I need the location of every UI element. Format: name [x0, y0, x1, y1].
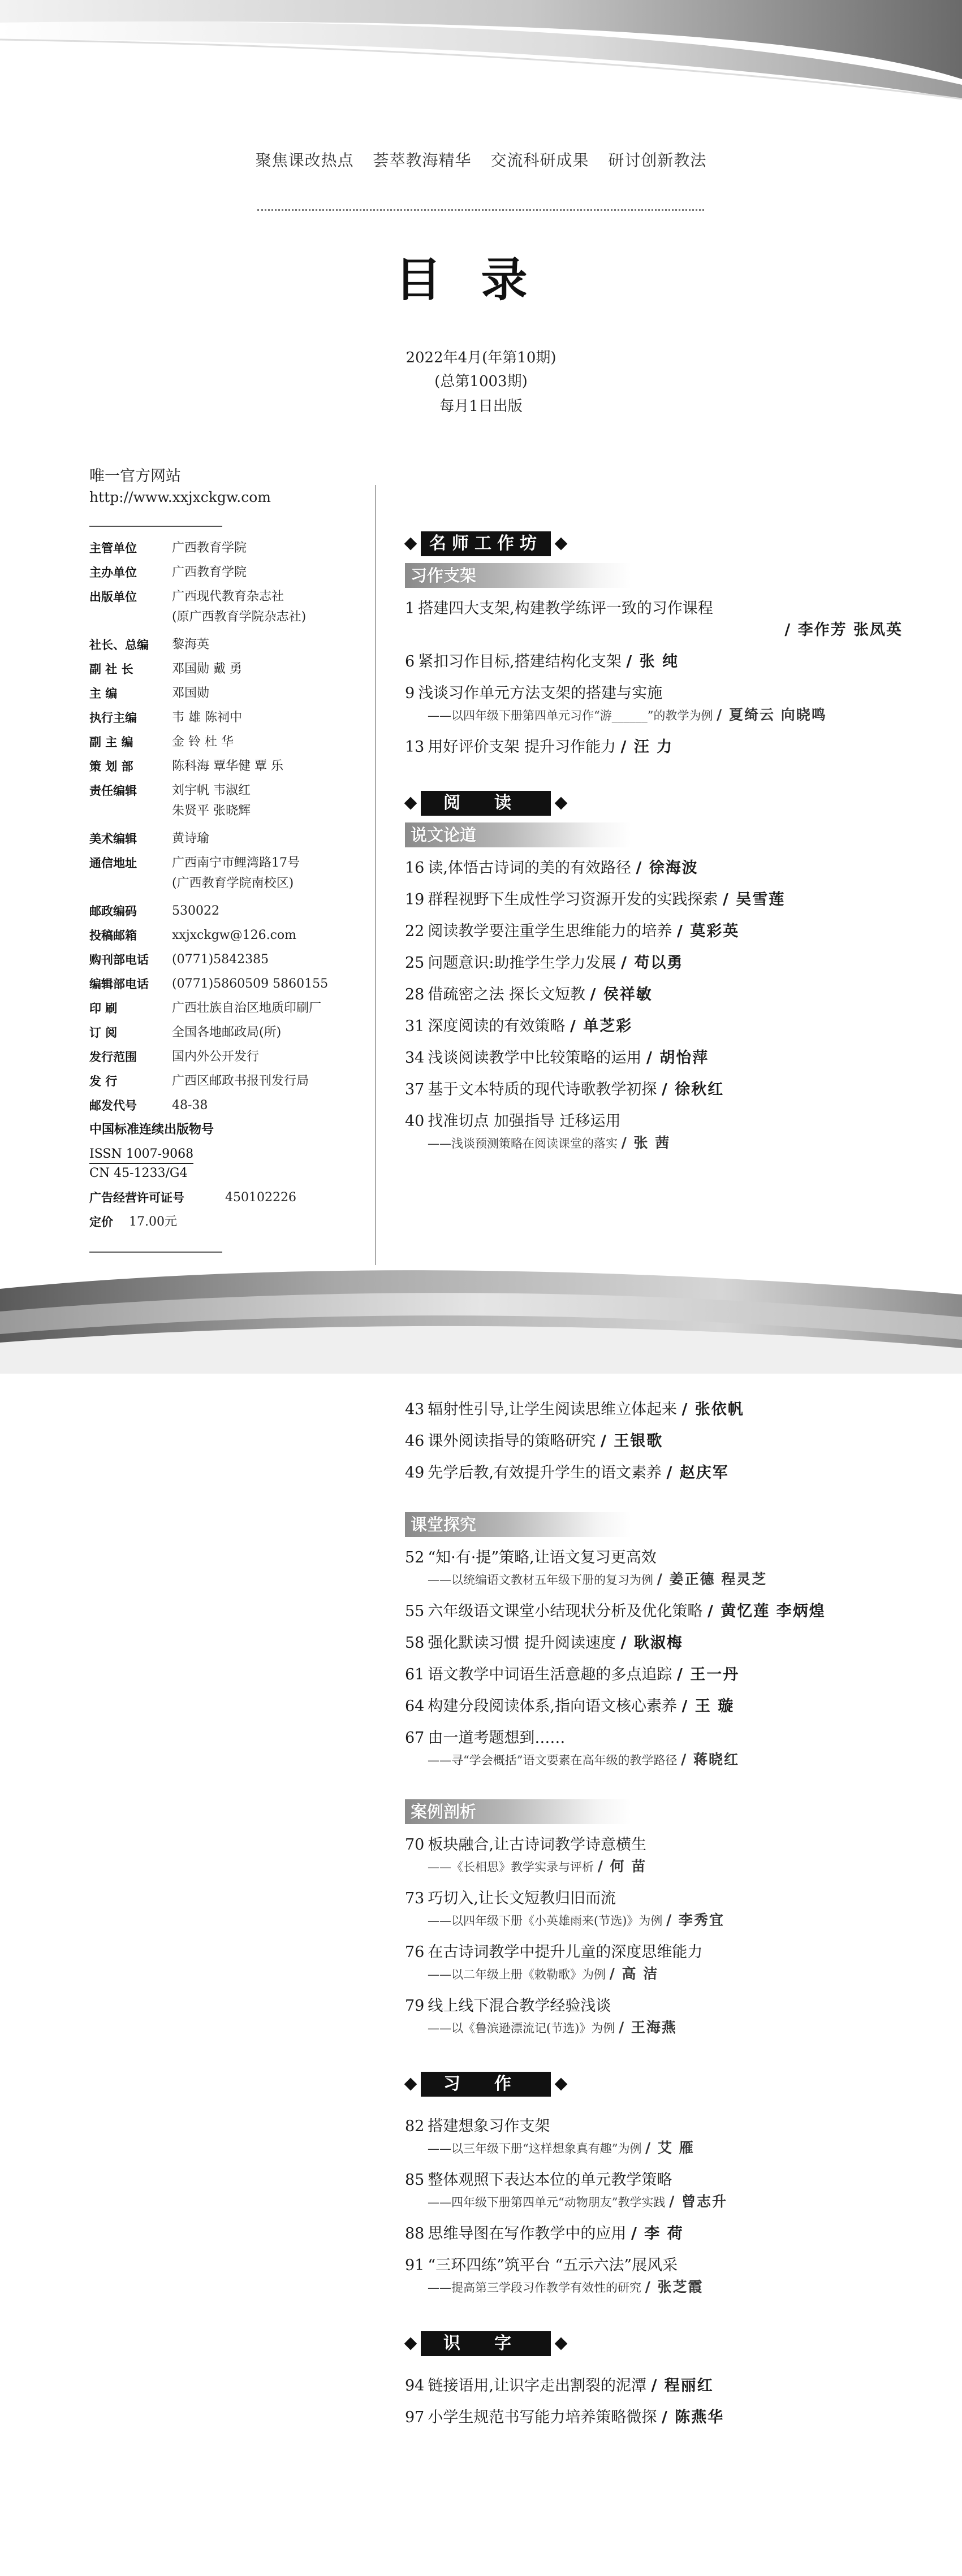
article-author: / 张芝霞: [645, 2279, 704, 2295]
article-title: “知·有·提”策略,让语文复习更高效: [428, 1549, 657, 1566]
page-number: 73: [405, 1890, 425, 1907]
info-value: [172, 976, 383, 993]
article-title: 阅读教学要注重学生思维能力的培养: [428, 923, 672, 940]
info-row: [89, 1000, 383, 1017]
article-title: 线上线下混合教学经验浅谈: [428, 1997, 611, 2015]
article-subtitle: ——以二年级上册《敕勒歌》为例: [428, 1968, 606, 1981]
article-title: 读,体悟古诗词的美的有效路径: [428, 859, 631, 877]
toc-entry[interactable]: [405, 1834, 903, 1878]
article-author: / 苟以勇: [621, 954, 684, 972]
info-label: 邮政编码: [89, 904, 137, 918]
toc-entry[interactable]: [405, 1462, 903, 1484]
article-title: 强化默读习惯 提升阅读速度: [428, 1634, 616, 1652]
info-value-line: 广西南宁市鲤湾路17号: [172, 856, 300, 870]
article-author: / 王一丹: [676, 1666, 740, 1683]
info-value: [172, 564, 383, 581]
section-title: 名师工作坊: [421, 531, 551, 556]
article-title: 链接语用,让识字走出割裂的泥潭: [428, 2377, 646, 2395]
page-number: 46: [405, 1432, 425, 1450]
toc-entry[interactable]: [405, 1431, 903, 1452]
info-value: [172, 661, 383, 678]
toc-list: [405, 1834, 903, 2039]
page-number: 43: [405, 1401, 425, 1418]
info-label: 通信地址: [89, 856, 137, 870]
article-author: / 张 纯: [626, 653, 679, 670]
price-value: 17.00元: [129, 1215, 177, 1229]
article-title: 思维导图在写作教学中的应用: [428, 2225, 627, 2242]
subsection-anli-pouxi: 案例剖析: [405, 1799, 631, 1824]
article-subtitle: ——以三年级下册“这样想象真有趣”为例: [428, 2142, 642, 2155]
toc-entry[interactable]: [405, 953, 903, 974]
diamond-icon: [555, 538, 568, 551]
article-author: / 高 洁: [609, 1965, 659, 1982]
price-label: 定价: [89, 1215, 113, 1229]
page-number: 28: [405, 986, 425, 1003]
article-title: 在古诗词教学中提升儿童的深度思维能力: [428, 1943, 703, 1961]
info-row: [89, 758, 383, 775]
page-number: 49: [405, 1464, 425, 1482]
info-row: [89, 782, 383, 823]
info-value-line: 国内外公开发行: [172, 1050, 260, 1064]
toc-entry[interactable]: [405, 1079, 903, 1101]
info-row: [89, 951, 383, 968]
article-author: / 耿淑梅: [620, 1634, 683, 1652]
article-author: / 单芝彩: [570, 1018, 633, 1035]
info-label: 出版单位: [89, 590, 137, 604]
toc-entry[interactable]: [405, 1728, 903, 1771]
article-title: 板块融合,让古诗词教学诗意横生: [428, 1836, 646, 1854]
toc-entry[interactable]: [405, 651, 903, 673]
toc-entry[interactable]: [405, 2223, 903, 2245]
info-value-line: 陈科海 覃华健 覃 乐: [172, 759, 283, 773]
subsection-shuowen-lundao: 说文论道: [405, 822, 631, 847]
info-label: 发 行: [89, 1075, 118, 1088]
info-row: [89, 976, 383, 993]
diamond-icon: [555, 797, 568, 810]
info-label: 发行范围: [89, 1050, 137, 1064]
publish-note: 每月1日出版: [439, 398, 523, 415]
section-banner-yuedu: [405, 791, 903, 817]
info-label: 投稿邮箱: [89, 929, 137, 942]
page-number: 52: [405, 1549, 425, 1566]
article-subtitle: ——《长相思》教学实录与评析: [428, 1860, 594, 1874]
info-value-line: 韦 雄 陈祠中: [172, 711, 242, 725]
toc-column-lower: [405, 1399, 903, 2439]
page-number: 9: [405, 685, 415, 702]
article-author: / 程丽红: [651, 2377, 714, 2395]
diamond-icon: [404, 797, 417, 810]
page-number: 97: [405, 2409, 425, 2426]
slogan: 聚焦课改热点 荟萃教海精华 交流科研成果 研讨创新教法: [255, 151, 707, 170]
page-number: 76: [405, 1943, 425, 1961]
toc-entry[interactable]: [405, 1016, 903, 1037]
diamond-icon: [404, 538, 417, 551]
info-label: 订 阅: [89, 1026, 118, 1040]
info-row: [89, 830, 383, 847]
article-subtitle-line: [405, 704, 903, 726]
info-value: [172, 1000, 383, 1017]
article-title: 小学生规范书写能力培养策略微探: [428, 2409, 657, 2426]
info-row: [89, 1024, 383, 1041]
article-author: / 张依帆: [681, 1401, 744, 1418]
toc-entry[interactable]: [405, 1942, 903, 1985]
toc-column-upper: [405, 531, 903, 1164]
toc-entry[interactable]: [405, 683, 903, 726]
info-row: [89, 661, 383, 678]
toc-entry[interactable]: [405, 2116, 903, 2159]
article-author: / 何 苗: [597, 1858, 647, 1874]
article-author: / 艾 雁: [645, 2140, 694, 2156]
toc-entry[interactable]: [405, 1664, 903, 1686]
info-value-line: (原广西教育学院杂志社): [172, 610, 307, 624]
page-number: 58: [405, 1634, 425, 1652]
article-subtitle: ——浅谈预测策略在阅读课堂的落实: [428, 1137, 618, 1150]
ad-license-label: 广告经营许可证号: [89, 1191, 184, 1205]
article-title: 整体观照下表达本位的单元教学策略: [428, 2171, 672, 2189]
toc-entry[interactable]: [405, 1995, 903, 2039]
cn-number: CN 45-1233/G4: [89, 1166, 188, 1180]
article-subtitle: ——提高第三学段习作教学有效性的研究: [428, 2281, 641, 2294]
page-number: 40: [405, 1112, 425, 1130]
article-title: 群程视野下生成性学习资源开发的实践探索: [428, 891, 718, 908]
issn: ISSN 1007-9068: [89, 1146, 193, 1164]
dotted-divider-top: [257, 209, 704, 211]
info-value-line: 广西现代教育杂志社: [172, 590, 284, 604]
info-value-line: 黎海英: [172, 638, 210, 652]
toc-entry[interactable]: [405, 1399, 903, 1421]
toc-entry[interactable]: [405, 1547, 903, 1591]
toc-entry[interactable]: [405, 737, 903, 758]
article-author: / 徐秋红: [661, 1081, 724, 1098]
article-subtitle-line: [405, 1856, 903, 1878]
info-label: 购刊部电话: [89, 953, 149, 967]
toc-entry[interactable]: [405, 1601, 903, 1622]
info-label: 主管单位: [89, 542, 137, 555]
info-value: [172, 709, 383, 726]
article-author: / 汪 力: [620, 738, 674, 756]
article-author: / 曾志升: [669, 2193, 728, 2210]
article-title: 紧扣习作目标,搭建结构化支架: [418, 653, 622, 670]
info-value: [172, 782, 383, 823]
article-title: 用好评价支架 提升习作能力: [428, 738, 616, 756]
toc-list: [405, 1399, 903, 1484]
middle-swoosh-decoration: [0, 1244, 962, 1374]
info-value-line: 邓国勋: [172, 686, 210, 700]
info-row: [89, 1097, 383, 1114]
info-value-line: xxjxckgw@126.com: [172, 928, 297, 942]
diamond-icon: [404, 2078, 417, 2091]
page-number: 19: [405, 891, 425, 908]
toc-list: [405, 1547, 903, 1771]
toc-entry[interactable]: [405, 1111, 903, 1154]
article-title: 深度阅读的有效策略: [428, 1018, 566, 1035]
article-author: / 李作芳 张凤英: [784, 621, 903, 639]
page-number: 64: [405, 1698, 425, 1715]
toc-entry[interactable]: [405, 921, 903, 942]
article-subtitle-line: [405, 1749, 903, 1771]
publication-info: [89, 540, 383, 1238]
article-author: / 王银歌: [600, 1432, 663, 1450]
info-row: [89, 927, 383, 944]
article-title: 问题意识:助推学生学力发展: [428, 954, 616, 972]
article-title: 构建分段阅读体系,指向语文核心素养: [428, 1698, 677, 1715]
page-title: 目录: [395, 253, 567, 307]
toc-entry[interactable]: [405, 2407, 903, 2428]
article-author: / 陈燕华: [661, 2409, 724, 2426]
info-value-line: (0771)5860509 5860155: [172, 977, 329, 991]
article-title: 由一道考题想到……: [428, 1729, 566, 1747]
article-author: / 王 璇: [681, 1698, 735, 1715]
article-author: / 王海燕: [619, 2019, 677, 2036]
article-title: 借疏密之法 探长文短教: [428, 986, 585, 1003]
official-site-url[interactable]: http://www.xxjxckgw.com: [89, 489, 271, 505]
column-separator: [375, 485, 376, 1265]
info-value-line: 广西教育学院: [172, 541, 247, 555]
issue-date: 2022年4月(年第10期): [405, 349, 557, 366]
info-value: [172, 588, 383, 629]
article-title: 找准切点 加强指导 迁移运用: [428, 1112, 621, 1130]
article-subtitle: ——以《鲁滨逊漂流记(节选)》为例: [428, 2021, 615, 2035]
article-title: 六年级语文课堂小结现状分析及优化策略: [428, 1603, 703, 1620]
left-divider-bottom: [89, 1252, 222, 1253]
info-label: 副 主 编: [89, 735, 133, 749]
issue-total: (总第1003期): [434, 373, 528, 390]
article-subtitle: ——以统编语文教材五年级下册的复习为例: [428, 1573, 653, 1587]
article-author: / 蒋晓红: [681, 1751, 740, 1768]
toc-entry[interactable]: [405, 1633, 903, 1654]
toc-entry[interactable]: [405, 2170, 903, 2213]
page-number: 82: [405, 2118, 425, 2135]
article-author: / 张 茜: [621, 1135, 671, 1151]
toc-entry[interactable]: [405, 1888, 903, 1932]
article-title: 搭建想象习作支架: [428, 2118, 550, 2135]
article-author: / 李 荷: [631, 2225, 684, 2242]
info-value: [172, 685, 383, 702]
page-number: 67: [405, 1729, 425, 1747]
info-value: [172, 951, 383, 968]
info-label: 社长、总编: [89, 638, 149, 652]
article-author: / 姜正德 程灵芝: [657, 1571, 767, 1587]
article-author: / 侯祥敏: [590, 986, 653, 1003]
top-swoosh-decoration: [0, 0, 962, 107]
article-subtitle: ——寻“学会概括”语文要素在高年级的教学路径: [428, 1754, 678, 1767]
info-value-line: 刘宇帆 韦淑红: [172, 783, 251, 798]
article-subtitle-line: [405, 1132, 903, 1154]
section-title: 阅读: [421, 791, 551, 816]
toc-entry[interactable]: [405, 2255, 903, 2298]
info-label: 编辑部电话: [89, 977, 149, 991]
info-value-line: 邓国勋 戴 勇: [172, 662, 242, 676]
section-banner-xizuo: [405, 2072, 903, 2098]
info-value: [172, 1049, 383, 1066]
page-number: 1: [405, 600, 415, 617]
info-label: 邮发代号: [89, 1099, 137, 1112]
page-number: 6: [405, 653, 415, 670]
serial-heading: 中国标准连续出版物号: [89, 1123, 214, 1137]
toc-entry[interactable]: [405, 984, 903, 1006]
page-number: 85: [405, 2171, 425, 2189]
article-title: 基于文本特质的现代诗歌教学初探: [428, 1081, 657, 1098]
article-title: 浅谈习作单元方法支架的搭建与实施: [418, 685, 663, 702]
article-author: / 莫彩英: [676, 923, 740, 940]
info-value: [172, 758, 383, 775]
diamond-icon: [555, 2337, 568, 2350]
page-number: 34: [405, 1049, 425, 1067]
ad-license-value: 450102226: [225, 1190, 296, 1205]
article-author: / 徐海波: [636, 859, 698, 877]
info-value-line: 48-38: [172, 1098, 208, 1112]
page-number: 13: [405, 738, 425, 756]
info-row: [89, 1049, 383, 1066]
article-subtitle-line: [405, 2137, 903, 2159]
info-label: 责任编辑: [89, 784, 137, 798]
article-author: / 吴雪莲: [722, 891, 786, 908]
article-title: 课外阅读指导的策略研究: [428, 1432, 596, 1450]
article-author: / 赵庆军: [666, 1464, 729, 1482]
info-value-line: 530022: [172, 904, 219, 918]
info-row: [89, 903, 383, 920]
info-value-line: (0771)5842385: [172, 953, 269, 967]
info-value: [172, 903, 383, 920]
info-label: 执行主编: [89, 711, 137, 725]
toc-list: [405, 598, 903, 758]
page-number: 37: [405, 1081, 425, 1098]
info-value: [172, 540, 383, 557]
page-number: 79: [405, 1997, 425, 2015]
diamond-icon: [404, 2337, 417, 2350]
article-subtitle-line: [405, 1910, 903, 1932]
page-number: 61: [405, 1666, 425, 1683]
article-title: 辐射性引导,让学生阅读思维立体起来: [428, 1401, 677, 1418]
page-number: 94: [405, 2377, 425, 2395]
info-value-line: 广西区邮政书报刊发行局: [172, 1074, 309, 1088]
left-divider-top: [89, 526, 222, 527]
info-value-line: 广西壮族自治区地质印刷厂: [172, 1001, 322, 1015]
article-subtitle-line: [405, 1963, 903, 1985]
article-author: / 夏绮云 向晓鸣: [717, 707, 827, 723]
section-title: 习作: [421, 2072, 551, 2097]
info-value: [172, 1073, 383, 1090]
toc-list: [405, 2375, 903, 2428]
info-label: 主 编: [89, 687, 118, 700]
article-subtitle: ——四年级下册第四单元“动物朋友”教学实践: [428, 2196, 666, 2209]
info-value-line: (广西教育学院南校区): [172, 876, 294, 890]
info-row: [89, 709, 383, 726]
info-label: 美术编辑: [89, 832, 137, 846]
diamond-icon: [555, 2078, 568, 2091]
section-banner-shizi: [405, 2331, 903, 2357]
info-value: [172, 1097, 383, 1114]
toc-entry[interactable]: [405, 1696, 903, 1717]
page-number: 70: [405, 1836, 425, 1854]
info-label: 印 刷: [89, 1002, 118, 1015]
article-title: 搭建四大支架,构建教学练评一致的习作课程: [418, 600, 713, 617]
info-value-line: 黄诗瑜: [172, 832, 210, 846]
toc-entry[interactable]: [405, 2375, 903, 2397]
info-label: 主办单位: [89, 566, 137, 579]
info-value: [172, 855, 383, 895]
info-value-line: 广西教育学院: [172, 565, 247, 579]
page-number: 22: [405, 923, 425, 940]
info-value: [172, 927, 383, 944]
toc-entry[interactable]: [405, 889, 903, 911]
info-row: [89, 685, 383, 702]
article-title: 巧切入,让长文短教归旧而流: [428, 1890, 616, 1907]
page-number: 16: [405, 859, 425, 877]
info-value-line: 全国各地邮政局(所): [172, 1025, 282, 1040]
info-row: [89, 540, 383, 557]
article-title: 语文教学中词语生活意趣的多点追踪: [428, 1666, 672, 1683]
article-subtitle-line: [405, 2276, 903, 2298]
info-value-line: 朱贤平 张晓辉: [172, 804, 251, 818]
toc-entry[interactable]: [405, 1047, 903, 1069]
article-author: / 黄忆莲 李炳煌: [707, 1603, 826, 1620]
article-title: 先学后教,有效提升学生的语文素养: [428, 1464, 662, 1482]
article-subtitle-line: [405, 2191, 903, 2213]
info-row: [89, 734, 383, 751]
official-site-label: 唯一官方网站: [89, 467, 181, 485]
page-number: 25: [405, 954, 425, 972]
page-number: 88: [405, 2225, 425, 2242]
info-row: [89, 588, 383, 629]
article-subtitle-line: [405, 2017, 903, 2039]
toc-list: [405, 858, 903, 1154]
info-value: [172, 830, 383, 847]
article-subtitle: ——以四年级下册第四单元习作“游______”的教学为例: [428, 709, 713, 722]
subsection-ketang-tanjiu: 课堂探究: [405, 1512, 631, 1537]
info-label: 副 社 长: [89, 663, 133, 676]
article-subtitle-line: [405, 1569, 903, 1591]
info-row: [89, 855, 383, 895]
info-row: [89, 637, 383, 653]
info-value: [172, 1024, 383, 1041]
article-author: / 李秀宜: [666, 1912, 724, 1928]
article-author: / 胡怡萍: [646, 1049, 709, 1067]
info-row: [89, 1073, 383, 1090]
info-value-line: 金 铃 杜 华: [172, 735, 234, 749]
toc-list: [405, 2116, 903, 2298]
toc-entry[interactable]: [405, 858, 903, 879]
article-subtitle: ——以四年级下册《小英雄雨来(节选)》为例: [428, 1914, 663, 1928]
toc-entry[interactable]: [405, 598, 903, 641]
subsection-xizuo-zhijia: 习作支架: [405, 563, 631, 588]
info-row: [89, 564, 383, 581]
page-number: 31: [405, 1018, 425, 1035]
info-value: [172, 734, 383, 751]
article-title: 浅谈阅读教学中比较策略的运用: [428, 1049, 642, 1067]
info-label: 策 划 部: [89, 760, 133, 773]
article-title: “三环四练”筑平台 “五示六法”展风采: [428, 2257, 678, 2274]
info-value: [172, 637, 383, 653]
section-banner-mingshi: [405, 531, 903, 557]
page-number: 55: [405, 1603, 425, 1620]
page-number: 91: [405, 2257, 425, 2274]
section-title: 识字: [421, 2331, 551, 2356]
